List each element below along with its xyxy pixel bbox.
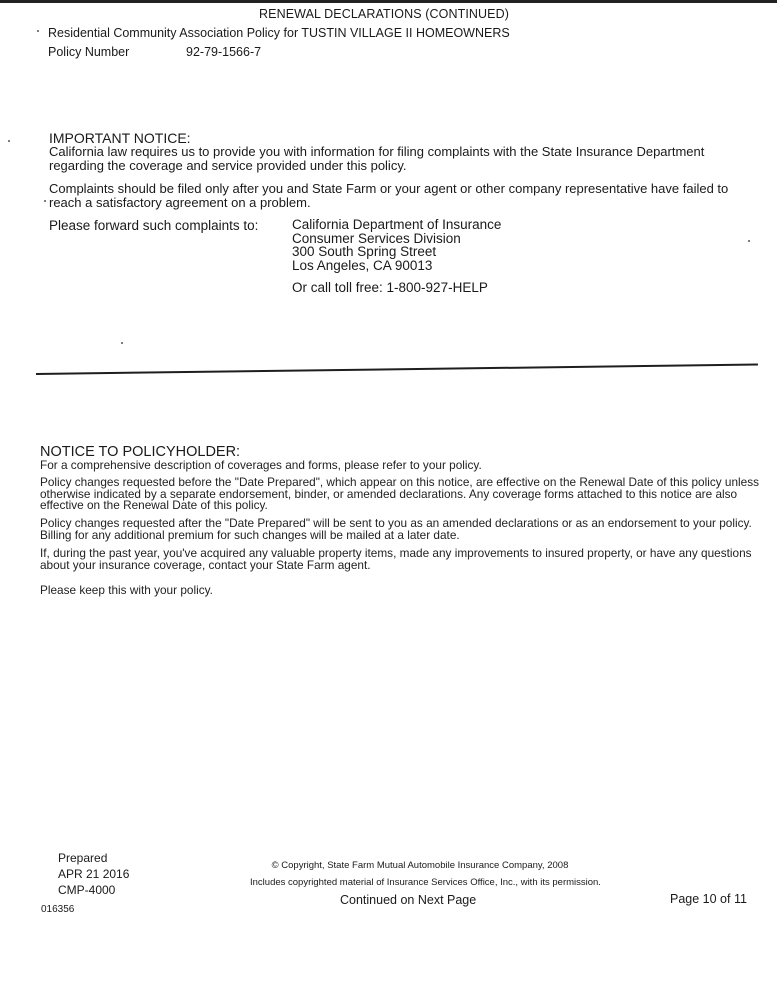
notice-paragraph: If, during the past year, you've acquired any valuable property items, made any improvements to insured property, or have any questions about your insurance coverage, contact your State Farm agent. bbox=[40, 546, 752, 572]
copyright-line: © Copyright, State Farm Mutual Automobile Insurance Company, 2008 bbox=[271, 860, 569, 871]
important-notice-paragraph: Complaints should be filed only after you and State Farm or your agent or other company representative have failed to reach a satisfactory agreement on a problem. bbox=[49, 181, 729, 210]
address-line: 300 South Spring Street bbox=[292, 244, 437, 259]
notice-paragraph: Policy changes requested before the "Date Prepared", which appear on this notice, are effective on the Renewal Date of this policy unless otherwise indicated by a separate endorsement, binder, or amended declarations. Any coverage forms attached to this notice are also effective on the Renewal Date of this policy. bbox=[40, 475, 760, 512]
page-number: Page 10 of 11 bbox=[670, 892, 747, 906]
address-line: Consumer Services Division bbox=[292, 230, 461, 246]
policy-description: Residential Community Association Policy for TUSTIN VILLAGE II HOMEOWNERS bbox=[48, 26, 510, 40]
form-number: 016356 bbox=[41, 904, 75, 915]
scan-speck bbox=[121, 342, 123, 344]
policy-number-label: Policy Number bbox=[48, 45, 130, 59]
section-divider bbox=[36, 364, 758, 375]
notice-to-policyholder-heading: NOTICE TO POLICYHOLDER: bbox=[40, 444, 241, 460]
scan-speck bbox=[44, 200, 46, 202]
important-notice-paragraph: California law requires us to provide you with information for filing complaints with the State Insurance Department regarding the coverage and service provided under this policy. bbox=[49, 144, 705, 173]
complaint-address bbox=[292, 218, 501, 272]
form-code: CMP-4000 bbox=[58, 883, 116, 897]
prepared-label: Prepared bbox=[58, 851, 108, 865]
toll-free-number: Or call toll free: 1-800-927-HELP bbox=[292, 280, 488, 295]
page-title: RENEWAL DECLARATIONS (CONTINUED) bbox=[259, 7, 509, 21]
scan-speck bbox=[37, 30, 39, 32]
address-line: California Department of Insurance bbox=[292, 217, 502, 232]
copyright-line: Includes copyrighted material of Insurance Services Office, Inc., with its permission. bbox=[250, 877, 601, 888]
notice-paragraph: Please keep this with your policy. bbox=[40, 583, 213, 597]
forward-complaints-label: Please forward such complaints to: bbox=[49, 218, 259, 233]
scan-speck bbox=[8, 140, 10, 142]
notice-paragraph: Policy changes requested after the "Date Prepared" will be sent to you as an amended declarations or as an endorsement to your policy. Billing for any additional premium for such changes will be mailed at a later date. bbox=[40, 516, 752, 542]
scan-speck bbox=[748, 240, 750, 242]
important-notice-heading: IMPORTANT NOTICE: bbox=[49, 130, 191, 146]
policy-number-value: 92-79-1566-7 bbox=[186, 45, 262, 59]
continued-note: Continued on Next Page bbox=[340, 893, 477, 907]
copyright-notice bbox=[250, 857, 601, 891]
notice-paragraph: For a comprehensive description of coverages and forms, please refer to your policy. bbox=[40, 458, 482, 472]
prepared-block bbox=[58, 850, 129, 898]
prepared-date: APR 21 2016 bbox=[58, 867, 130, 881]
scan-top-edge bbox=[0, 0, 777, 3]
address-line: Los Angeles, CA 90013 bbox=[292, 257, 433, 273]
